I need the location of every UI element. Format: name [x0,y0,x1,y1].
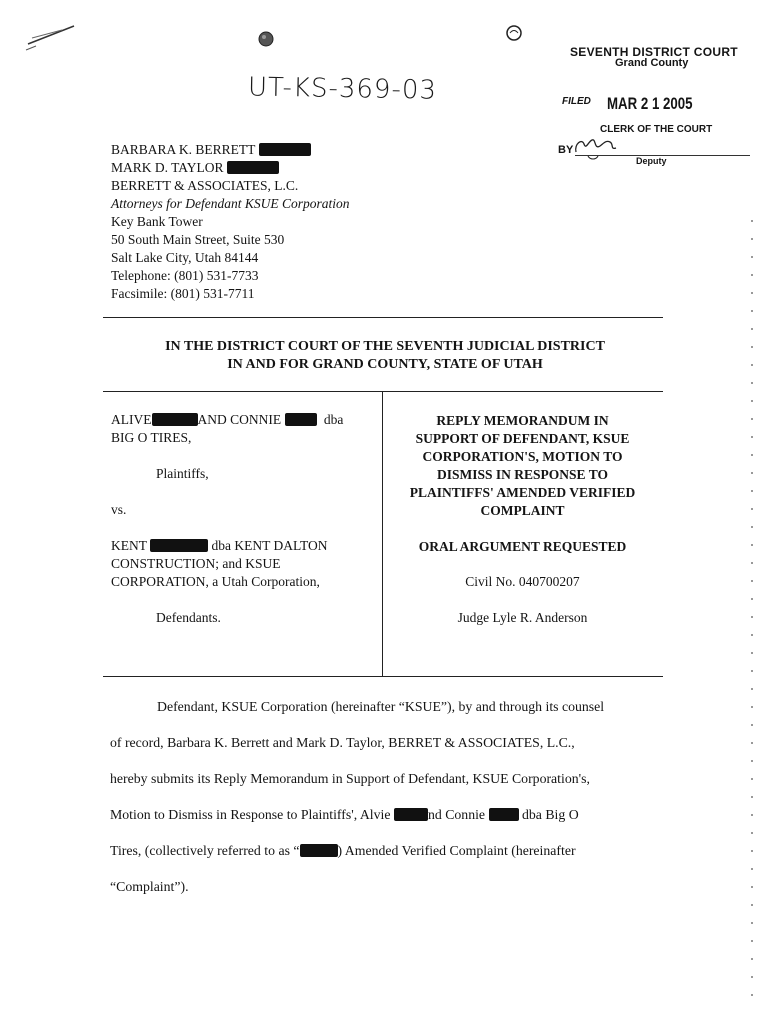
plaintiffs-label: Plaintiffs, [156,466,209,481]
defendant-line-2: CONSTRUCTION; and KSUE [111,556,281,571]
body-line-3: hereby submits its Reply Memorandum in Support of Defendant, KSUE Corporation's, [110,771,590,786]
attorney-facsimile: Facsimile: (801) 531-7711 [111,286,255,301]
body-line-6: “Complaint”). [110,879,189,894]
judge-name: Judge Lyle R. Anderson [457,610,588,625]
body-line-2: of record, Barbara K. Berrett and Mark D. Taylor, BERRET & ASSOCIATES, L.C., [110,735,575,750]
stamp-clerk: CLERK OF THE COURT [600,124,713,135]
defendant-line-3: CORPORATION, a Utah Corporation, [111,574,320,589]
clerk-signature-icon [572,134,622,160]
plaintiff-names: ALIVE AND CONNIE dba [111,412,344,427]
stamp-filed-date: MAR 2 1 2005 [607,94,693,113]
attorney-role: Attorneys for Defendant KSUE Corporation [111,196,350,211]
attorney-line-2: MARK D. TAYLOR [111,159,279,177]
attorney-telephone: Telephone: (801) 531-7733 [111,268,259,283]
attorney-line-1: BARBARA K. BERRETT [111,141,311,159]
stamp-filed-label: FILED [562,96,591,107]
stamp-county: Grand County [615,57,689,69]
document-title-line: SUPPORT OF DEFENDANT, KSUE [415,431,630,446]
hole-punch-icon [505,24,523,42]
court-title [0,338,770,374]
civil-number: Civil No. 040700207 [465,574,580,589]
handwritten-case-number: UT-KS-369-03 [247,72,438,106]
attorney-city: Salt Lake City, Utah 84144 [111,250,259,265]
versus: vs. [111,502,127,517]
document-title-line: DISMISS IN RESPONSE TO [437,467,608,482]
body-line-5: Tires, (collectively referred to as “ ) Amended Verified Complaint (hereinafter [110,843,576,858]
attorney-address-2: 50 South Main Street, Suite 530 [111,232,285,247]
scan-mark-icon [22,12,82,52]
court-title-line-2: IN AND FOR GRAND COUNTY, STATE OF UTAH [227,357,543,372]
stamp-deputy: Deputy [636,156,667,166]
stamp-by-label: BY [558,144,574,156]
hole-punch-icon [257,30,275,48]
body-line-4: Motion to Dismiss in Response to Plaintiffs', Alvie nd Connie dba Big O [110,807,579,822]
document-title-line: PLAINTIFFS' AMENDED VERIFIED [409,485,636,500]
plaintiff-business: BIG O TIRES, [111,430,192,445]
attorney-address-1: Key Bank Tower [111,214,203,229]
caption-bottom-rule [103,676,663,677]
stamp-court-name: SEVENTH DISTRICT COURT [570,45,738,59]
caption-top-rule [103,391,663,392]
defendant-line-1: KENT dba KENT DALTON [111,538,328,553]
court-title-line-1: IN THE DISTRICT COURT OF THE SEVENTH JUDICIAL DISTRICT [165,339,605,354]
caption-divider [382,391,383,676]
document-title-line: REPLY MEMORANDUM IN [436,413,609,428]
oral-argument-requested: ORAL ARGUMENT REQUESTED [418,539,627,554]
document-title-line: CORPORATION'S, MOTION TO [422,449,623,464]
scan-margin-noise [751,220,753,1010]
body-line-1: Defendant, KSUE Corporation (hereinafter “KSUE”), by and through its counsel [157,699,605,714]
defendants-label: Defendants. [156,610,221,625]
document-title [390,412,655,520]
attorney-firm: BERRETT & ASSOCIATES, L.C. [111,178,299,193]
document-title-line: COMPLAINT [480,503,565,518]
divider-top [103,317,663,318]
